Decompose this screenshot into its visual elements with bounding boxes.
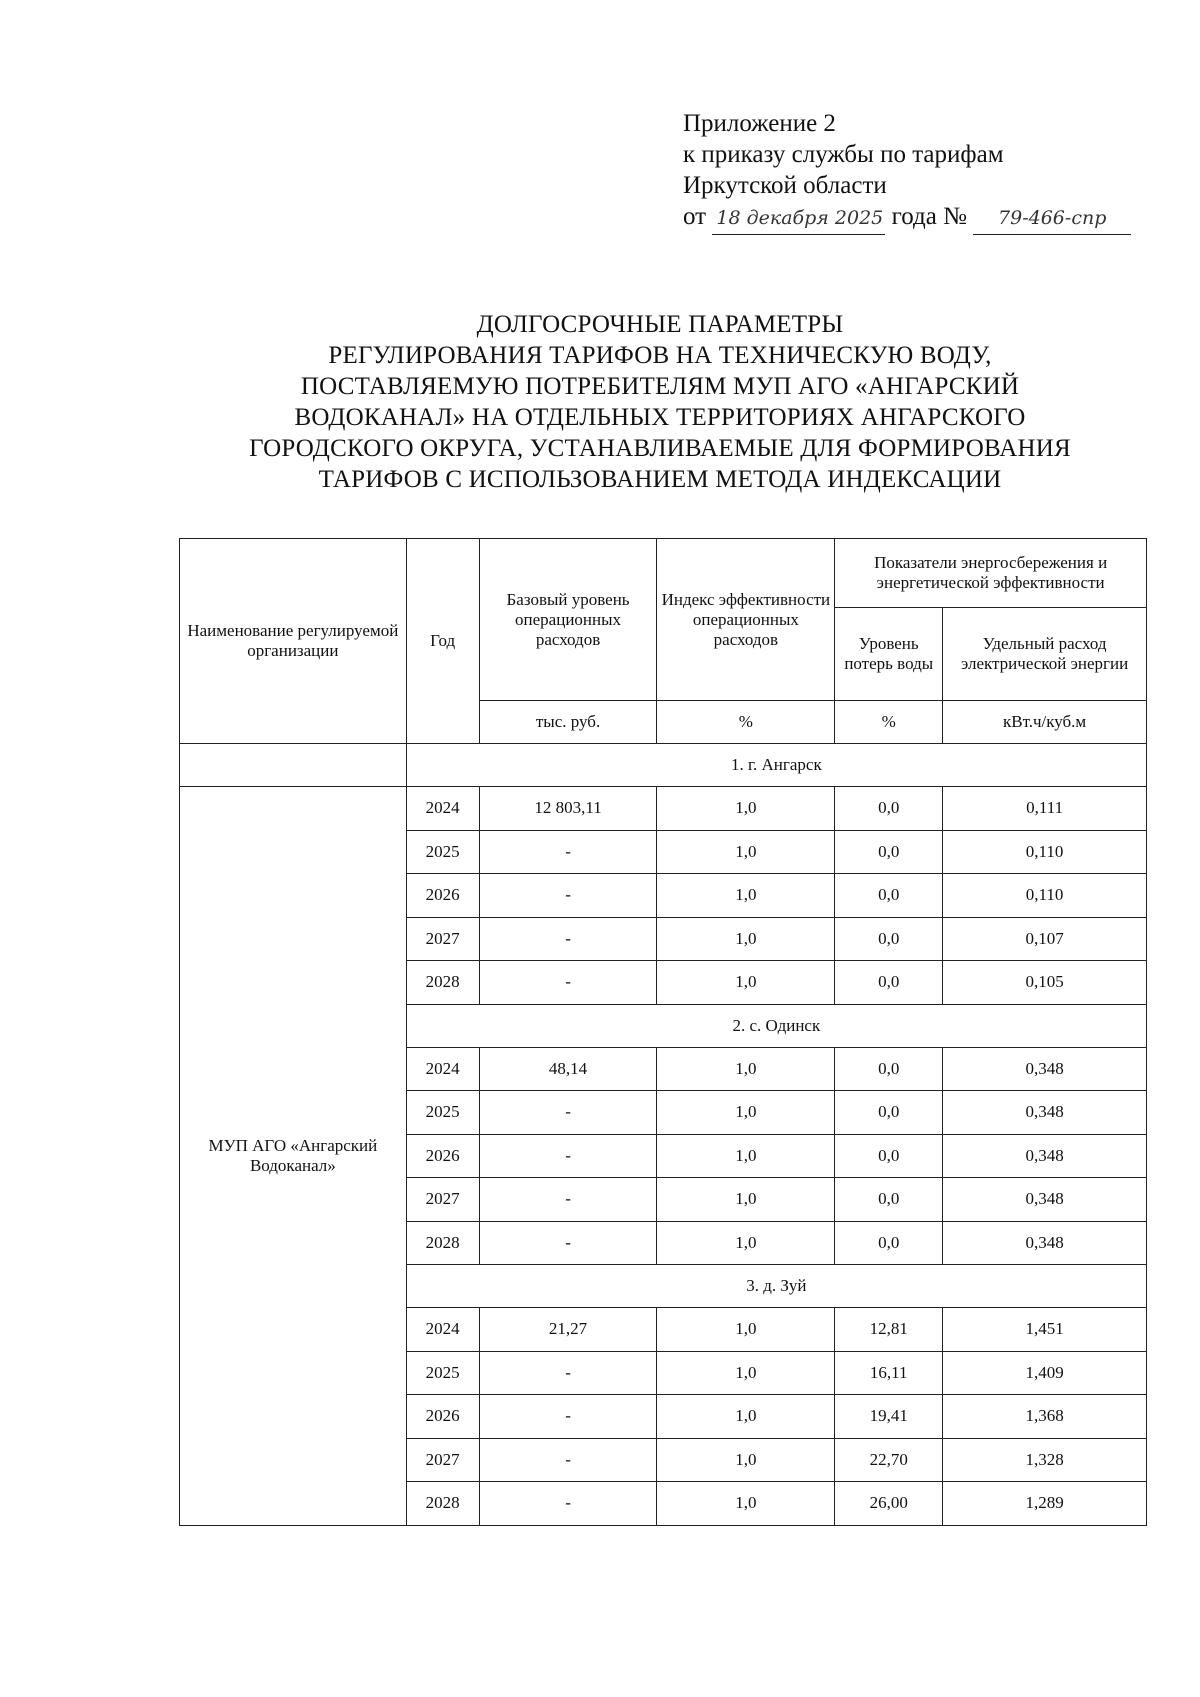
section-title: 2. с. Одинск [406,1004,1146,1047]
handwritten-order-number: 79-466-спр [973,203,1131,235]
base-level-cell: - [479,1178,657,1222]
year-cell: 2025 [406,1351,479,1395]
unit-index: % [657,701,835,744]
base-level-cell: - [479,874,657,918]
efficiency-index-cell: 1,0 [657,1438,835,1482]
water-loss-cell: 12,81 [835,1308,943,1352]
base-level-cell: 12 803,11 [479,787,657,831]
year-cell: 2026 [406,1395,479,1439]
title-line: ДОЛГОСРОЧНЫЕ ПАРАМЕТРЫ [476,311,844,338]
efficiency-index-cell: 1,0 [657,830,835,874]
water-loss-cell: 0,0 [835,1178,943,1222]
blank-org-cell [180,744,407,787]
specific-energy-cell: 1,289 [943,1482,1147,1526]
specific-energy-cell: 1,368 [943,1395,1147,1439]
efficiency-index-cell: 1,0 [657,1221,835,1265]
header-specific-energy: Удельный расход электрической энергии [943,608,1147,701]
header-row [180,539,1147,608]
efficiency-index-cell: 1,0 [657,917,835,961]
year-cell: 2024 [406,1308,479,1352]
base-level-cell: - [479,1438,657,1482]
efficiency-index-cell: 1,0 [657,1047,835,1091]
title-line: ПОСТАВЛЯЕМУЮ ПОТРЕБИТЕЛЯМ МУП АГО «АНГАРСКИЙ [300,373,1020,400]
appendix-line-1: Приложение 2 [683,110,836,137]
from-label: от [683,203,707,230]
efficiency-index-cell: 1,0 [657,961,835,1005]
specific-energy-cell: 0,348 [943,1091,1147,1135]
unit-loss: % [835,701,943,744]
header-base-level: Базовый уровень операционных расходов [479,539,657,701]
section-title: 1. г. Ангарск [406,744,1146,787]
water-loss-cell: 0,0 [835,917,943,961]
efficiency-index-cell: 1,0 [657,1134,835,1178]
year-cell: 2028 [406,961,479,1005]
base-level-cell: - [479,1482,657,1526]
year-cell: 2026 [406,1134,479,1178]
year-cell: 2027 [406,917,479,961]
base-level-cell: - [479,961,657,1005]
year-cell: 2024 [406,1047,479,1091]
efficiency-index-cell: 1,0 [657,1351,835,1395]
specific-energy-cell: 1,451 [943,1308,1147,1352]
specific-energy-cell: 0,348 [943,1178,1147,1222]
title-line: ВОДОКАНАЛ» НА ОТДЕЛЬНЫХ ТЕРРИТОРИЯХ АНГАРСКОГО [294,404,1026,431]
base-level-cell: - [479,1221,657,1265]
base-level-cell: - [479,1134,657,1178]
appendix-block [683,108,1131,235]
specific-energy-cell: 0,110 [943,874,1147,918]
water-loss-cell: 0,0 [835,787,943,831]
year-cell: 2026 [406,874,479,918]
year-cell: 2025 [406,830,479,874]
specific-energy-cell: 0,107 [943,917,1147,961]
table-row [180,787,1147,831]
title-line: ТАРИФОВ С ИСПОЛЬЗОВАНИЕМ МЕТОДА ИНДЕКСАЦИИ [318,466,1002,493]
efficiency-index-cell: 1,0 [657,1308,835,1352]
title-line: ГОРОДСКОГО ОКРУГА, УСТАНАВЛИВАЕМЫЕ ДЛЯ ФОРМИРОВАНИЯ [249,435,1071,462]
water-loss-cell: 26,00 [835,1482,943,1526]
year-number-label: года № [891,203,967,230]
water-loss-cell: 0,0 [835,1221,943,1265]
header-efficiency-index: Индекс эффективности операционных расходов [657,539,835,701]
unit-specific: кВт.ч/куб.м [943,701,1147,744]
document-title [200,309,1120,495]
base-level-cell: - [479,830,657,874]
parameters-table [179,538,1147,1526]
water-loss-cell: 0,0 [835,830,943,874]
base-level-cell: 48,14 [479,1047,657,1091]
efficiency-index-cell: 1,0 [657,787,835,831]
specific-energy-cell: 1,328 [943,1438,1147,1482]
header-water-loss: Уровень потерь воды [835,608,943,701]
year-cell: 2027 [406,1178,479,1222]
header-year: Год [406,539,479,744]
efficiency-index-cell: 1,0 [657,1091,835,1135]
section-row [180,744,1147,787]
water-loss-cell: 0,0 [835,1091,943,1135]
water-loss-cell: 16,11 [835,1351,943,1395]
water-loss-cell: 19,41 [835,1395,943,1439]
year-cell: 2028 [406,1221,479,1265]
specific-energy-cell: 0,111 [943,787,1147,831]
year-cell: 2024 [406,787,479,831]
water-loss-cell: 22,70 [835,1438,943,1482]
specific-energy-cell: 0,348 [943,1134,1147,1178]
efficiency-index-cell: 1,0 [657,1178,835,1222]
title-line: РЕГУЛИРОВАНИЯ ТАРИФОВ НА ТЕХНИЧЕСКУЮ ВОДУ, [328,342,992,369]
specific-energy-cell: 0,348 [943,1047,1147,1091]
base-level-cell: - [479,917,657,961]
base-level-cell: - [479,1395,657,1439]
water-loss-cell: 0,0 [835,874,943,918]
efficiency-index-cell: 1,0 [657,1482,835,1526]
section-title: 3. д. Зуй [406,1265,1146,1308]
specific-energy-cell: 0,348 [943,1221,1147,1265]
specific-energy-cell: 0,105 [943,961,1147,1005]
base-level-cell: - [479,1091,657,1135]
header-energy-group: Показатели энергосбережения и энергетической эффективности [835,539,1147,608]
specific-energy-cell: 0,110 [943,830,1147,874]
year-cell: 2025 [406,1091,479,1135]
water-loss-cell: 0,0 [835,961,943,1005]
efficiency-index-cell: 1,0 [657,1395,835,1439]
water-loss-cell: 0,0 [835,1134,943,1178]
appendix-line-2: к приказу службы по тарифам [683,141,1004,168]
specific-energy-cell: 1,409 [943,1351,1147,1395]
appendix-line-3: Иркутской области [683,172,887,199]
header-org: Наименование регулируемой организации [180,539,407,744]
unit-base: тыс. руб. [479,701,657,744]
water-loss-cell: 0,0 [835,1047,943,1091]
efficiency-index-cell: 1,0 [657,874,835,918]
year-cell: 2027 [406,1438,479,1482]
appendix-order-line [683,201,1131,235]
org-name-cell: МУП АГО «Ангарский Водоканал» [180,787,407,1526]
base-level-cell: - [479,1351,657,1395]
base-level-cell: 21,27 [479,1308,657,1352]
year-cell: 2028 [406,1482,479,1526]
handwritten-date: 18 декабря 2025 [712,203,885,235]
